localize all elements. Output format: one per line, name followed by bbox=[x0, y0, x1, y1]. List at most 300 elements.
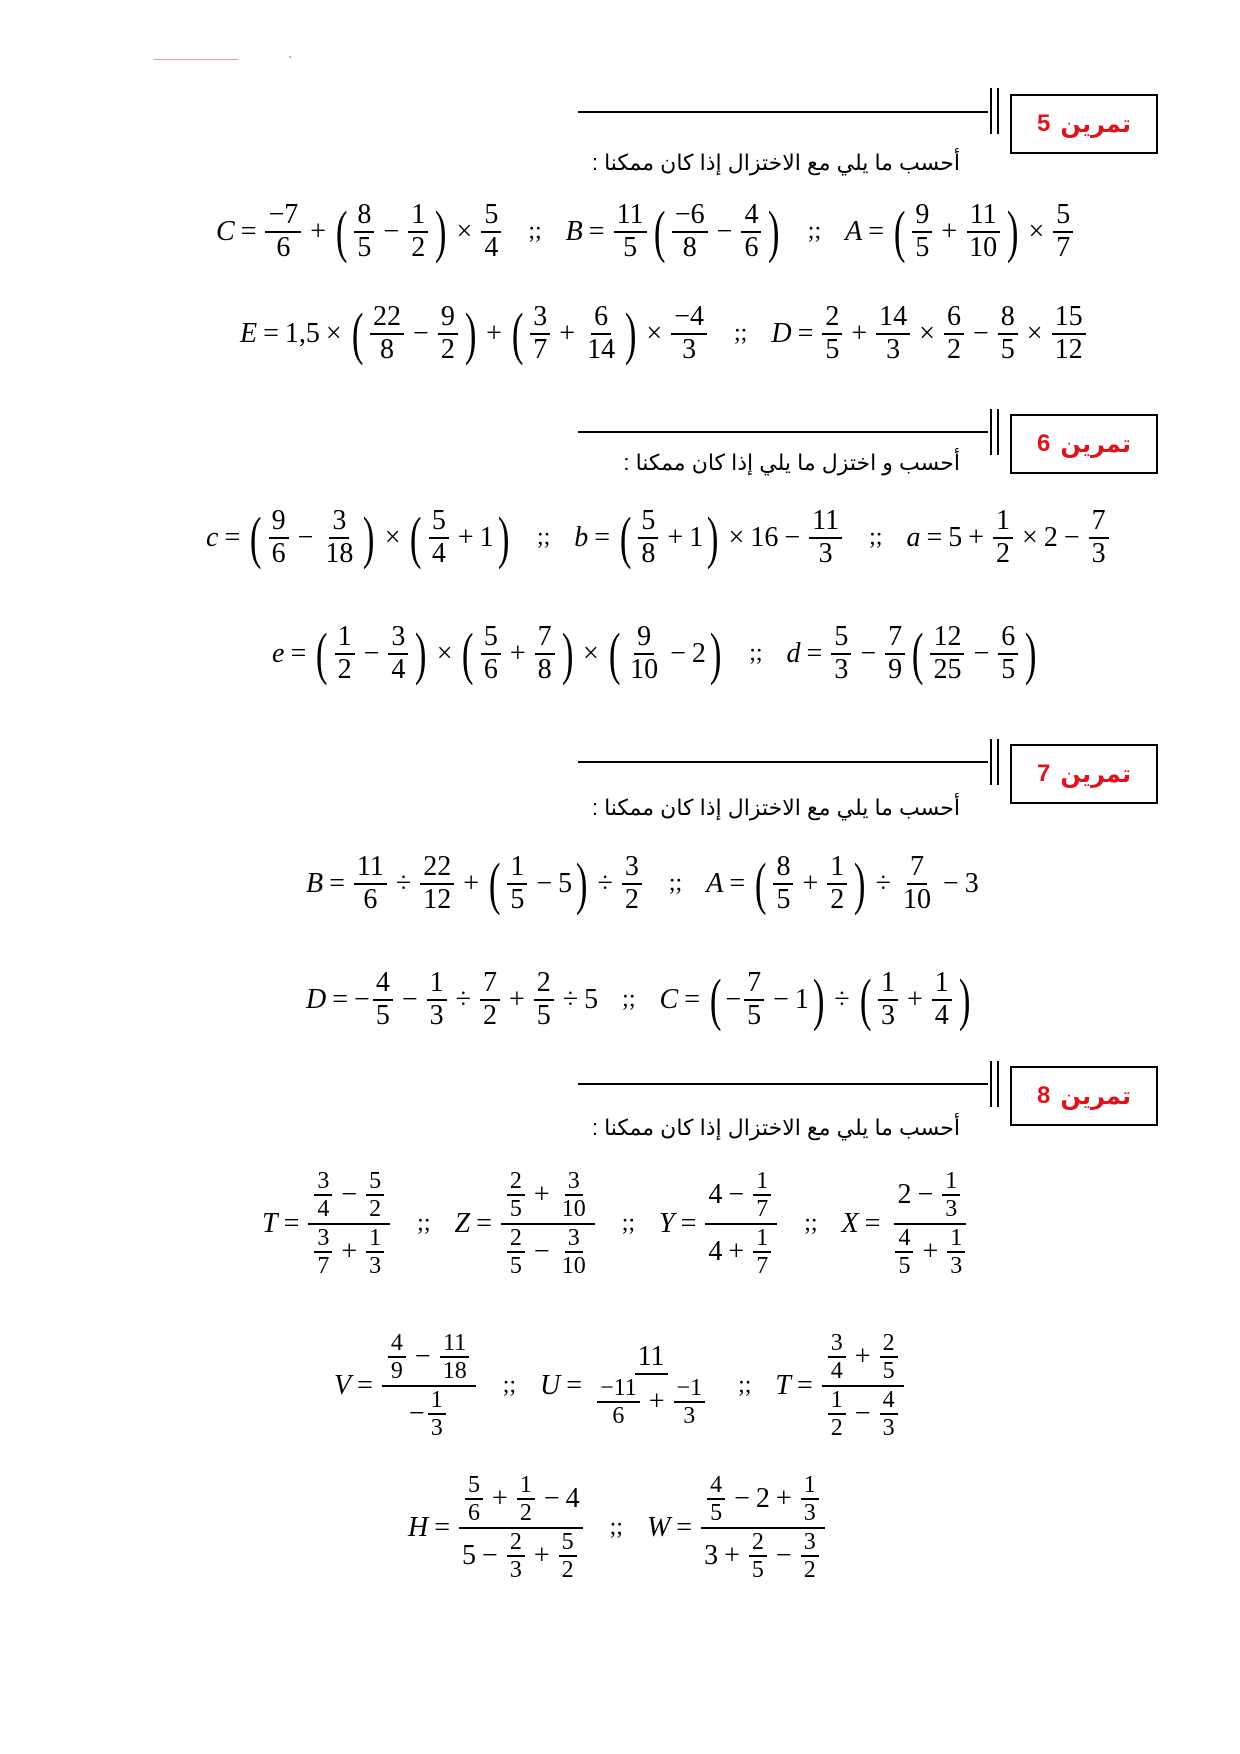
denominator: 3 bbox=[882, 1415, 895, 1442]
operator: × bbox=[582, 637, 599, 669]
exercise-number: 7 bbox=[1037, 760, 1051, 787]
fraction bbox=[932, 968, 952, 1032]
denominator: 14 bbox=[587, 333, 616, 365]
numerator: −11 bbox=[597, 1375, 640, 1403]
fraction bbox=[801, 1472, 819, 1527]
numerator: 1 bbox=[507, 852, 527, 885]
operator: − bbox=[773, 983, 789, 1015]
operator: = bbox=[357, 1369, 373, 1401]
variable: E bbox=[240, 317, 258, 349]
denominator: 8 bbox=[537, 653, 552, 685]
denominator: 6 bbox=[276, 231, 291, 263]
header-rule bbox=[578, 761, 988, 763]
operator: × bbox=[646, 317, 663, 349]
fraction bbox=[831, 622, 851, 686]
numerator: −6 bbox=[672, 200, 708, 233]
fraction bbox=[597, 1375, 640, 1430]
top-decoration bbox=[154, 59, 238, 60]
numerator: 1 bbox=[753, 1168, 771, 1196]
variable: W bbox=[646, 1511, 671, 1543]
denominator: 5 bbox=[623, 231, 638, 263]
denominator: 5 bbox=[1001, 653, 1016, 685]
denominator: 2 bbox=[483, 999, 497, 1031]
operator: − bbox=[543, 1482, 560, 1514]
operator: + bbox=[775, 1482, 792, 1514]
variable: c bbox=[206, 521, 219, 553]
operator: + bbox=[533, 1178, 550, 1210]
fraction bbox=[481, 200, 501, 264]
math-token: − bbox=[408, 1397, 425, 1429]
fraction bbox=[705, 1168, 777, 1280]
operator: + bbox=[533, 1539, 550, 1571]
separator: ;; bbox=[668, 870, 683, 897]
variable: A bbox=[845, 215, 863, 247]
fraction bbox=[744, 968, 764, 1032]
header-bar bbox=[997, 409, 999, 455]
separator: ;; bbox=[502, 1372, 517, 1399]
fraction bbox=[707, 1472, 725, 1527]
operator: − bbox=[363, 637, 380, 669]
numerator: 11 bbox=[354, 852, 387, 885]
parenthesis: ( bbox=[859, 966, 872, 1032]
parenthesis: ) bbox=[812, 966, 825, 1032]
header-bar bbox=[997, 739, 999, 785]
fraction bbox=[534, 968, 554, 1032]
numerator: 2 bbox=[507, 1225, 525, 1253]
operator: + bbox=[486, 317, 502, 349]
operator: + bbox=[341, 1235, 358, 1267]
operator: ÷ bbox=[834, 983, 850, 1015]
numerator: 5 bbox=[481, 622, 501, 655]
operator: = bbox=[283, 1207, 300, 1239]
operator: = bbox=[676, 1511, 693, 1543]
parenthesis: ) bbox=[415, 620, 427, 686]
numerator: 3 bbox=[565, 1168, 583, 1196]
numerator: 1 bbox=[828, 1387, 846, 1415]
denominator: 7 bbox=[756, 1196, 769, 1223]
fraction bbox=[773, 852, 793, 916]
fraction bbox=[388, 622, 408, 686]
math-token: 4 bbox=[708, 1178, 723, 1210]
denominator: 5 bbox=[509, 1253, 522, 1280]
denominator: 6 bbox=[363, 883, 378, 915]
separator: ;; bbox=[609, 1514, 623, 1541]
operator: − bbox=[728, 1178, 745, 1210]
denominator: 5 bbox=[882, 1358, 895, 1385]
operator: − bbox=[383, 215, 400, 247]
numerator: 9 bbox=[269, 506, 289, 539]
operator: + bbox=[906, 983, 923, 1015]
separator: ;; bbox=[749, 640, 763, 667]
numerator: 3 bbox=[388, 622, 408, 655]
operator: − bbox=[716, 215, 733, 247]
operator: ÷ bbox=[597, 867, 613, 899]
expression-row bbox=[240, 302, 1089, 366]
variable: Y bbox=[659, 1207, 675, 1239]
operator: + bbox=[724, 1539, 740, 1571]
fraction bbox=[559, 1168, 589, 1223]
numerator: 14 bbox=[876, 302, 910, 335]
numerator: 2 bbox=[749, 1529, 767, 1557]
numerator: −4 bbox=[671, 302, 707, 335]
operator: − bbox=[917, 1178, 934, 1210]
operator: − bbox=[533, 1235, 550, 1267]
denominator: 10 bbox=[561, 1196, 586, 1223]
operator: + bbox=[851, 317, 868, 349]
operator: + bbox=[854, 1340, 871, 1372]
numerator: 8 bbox=[998, 302, 1018, 335]
operator: ÷ bbox=[562, 983, 579, 1015]
fraction bbox=[828, 1330, 846, 1385]
denominator: 3 bbox=[950, 1253, 963, 1280]
numerator: 1 bbox=[517, 1472, 535, 1500]
header-bar bbox=[990, 409, 992, 455]
fraction bbox=[674, 1375, 706, 1430]
parenthesis: ( bbox=[351, 300, 364, 366]
fraction bbox=[428, 1387, 446, 1442]
denominator: 9 bbox=[390, 1358, 403, 1385]
denominator: 5 bbox=[747, 999, 762, 1031]
fraction bbox=[517, 1472, 535, 1527]
numerator: 8 bbox=[773, 852, 793, 885]
parenthesis: ( bbox=[754, 850, 767, 916]
separator: ;; bbox=[528, 218, 542, 245]
numerator: 5 bbox=[1053, 200, 1073, 233]
operator: − bbox=[734, 1482, 750, 1514]
operator: = bbox=[566, 1369, 583, 1401]
expression-row bbox=[408, 1472, 828, 1584]
fraction bbox=[269, 506, 289, 570]
numerator: 4 bbox=[388, 1330, 406, 1358]
numerator: 11 bbox=[635, 1342, 668, 1375]
operator: − bbox=[784, 521, 801, 553]
parenthesis: ( bbox=[893, 198, 906, 264]
fraction bbox=[672, 200, 708, 264]
math-token: − bbox=[354, 983, 370, 1015]
operator: = bbox=[240, 215, 257, 247]
variable: D bbox=[771, 317, 792, 349]
fraction bbox=[749, 1529, 767, 1584]
denominator: 3 bbox=[945, 1196, 958, 1223]
denominator: 5 bbox=[915, 231, 930, 263]
parenthesis: ) bbox=[958, 966, 971, 1032]
fraction bbox=[993, 506, 1013, 570]
numerator: 1 bbox=[408, 200, 428, 233]
denominator: 3 bbox=[429, 999, 444, 1031]
operator: − bbox=[401, 983, 418, 1015]
numerator: 7 bbox=[480, 968, 500, 1001]
fraction bbox=[627, 622, 661, 686]
operator: + bbox=[559, 317, 576, 349]
denominator: 3 bbox=[682, 333, 697, 365]
denominator: 3 bbox=[803, 1500, 816, 1527]
denominator: 10 bbox=[630, 653, 659, 685]
denominator: 5 bbox=[710, 1500, 723, 1527]
numerator: 5 bbox=[429, 506, 449, 539]
operator: = bbox=[263, 317, 279, 349]
denominator: 5 bbox=[375, 999, 390, 1031]
expression-row bbox=[306, 852, 979, 916]
denominator: 4 bbox=[391, 653, 406, 685]
denominator: 6 bbox=[744, 231, 759, 263]
denominator: 10 bbox=[902, 883, 931, 915]
denominator: 5 bbox=[536, 999, 551, 1031]
variable: B bbox=[565, 215, 583, 247]
parenthesis: ( bbox=[619, 504, 632, 570]
denominator: 3 bbox=[880, 999, 895, 1031]
variable: T bbox=[775, 1369, 791, 1401]
numerator: 1 bbox=[878, 968, 898, 1001]
exercise-word: تمرين bbox=[1060, 110, 1131, 138]
numerator: 2 bbox=[822, 302, 842, 335]
fraction bbox=[388, 1330, 406, 1385]
expression-row bbox=[206, 506, 1112, 570]
operator: = bbox=[797, 1369, 813, 1401]
operator: − bbox=[341, 1178, 358, 1210]
header-bar bbox=[997, 1061, 999, 1107]
operator: − bbox=[973, 637, 990, 669]
numerator: 1 bbox=[942, 1168, 960, 1196]
fraction bbox=[947, 1225, 965, 1280]
separator: ;; bbox=[807, 218, 822, 245]
fraction bbox=[638, 506, 658, 570]
variable: b bbox=[574, 521, 589, 553]
fraction bbox=[501, 1168, 595, 1280]
header-rule bbox=[578, 1083, 988, 1085]
numerator: 4 bbox=[707, 1472, 725, 1500]
fraction bbox=[429, 506, 449, 570]
variable: V bbox=[334, 1369, 352, 1401]
operator: = bbox=[868, 215, 885, 247]
fraction bbox=[1089, 506, 1109, 570]
denominator: 3 bbox=[683, 1403, 696, 1430]
denominator: 3 bbox=[1091, 537, 1106, 569]
operator: + bbox=[922, 1235, 939, 1267]
numerator: −7 bbox=[265, 200, 301, 233]
denominator: 3 bbox=[886, 333, 901, 365]
parenthesis: ) bbox=[497, 504, 510, 570]
operator: × bbox=[728, 521, 745, 553]
numerator: 3 bbox=[329, 506, 349, 539]
denominator: 5 bbox=[825, 333, 840, 365]
fraction bbox=[530, 302, 550, 366]
denominator: 3 bbox=[369, 1253, 382, 1280]
math-token: 3 bbox=[964, 867, 979, 899]
variable: d bbox=[786, 637, 801, 669]
operator: ÷ bbox=[395, 867, 412, 899]
fraction bbox=[427, 968, 447, 1032]
math-token: 4 bbox=[708, 1235, 723, 1267]
numerator: 3 bbox=[622, 852, 642, 885]
numerator: 2 bbox=[507, 1529, 525, 1557]
expression-row bbox=[216, 200, 1076, 264]
fraction bbox=[876, 302, 910, 366]
fraction bbox=[930, 622, 964, 686]
fraction bbox=[420, 852, 454, 916]
denominator: 2 bbox=[369, 1196, 382, 1223]
denominator: 6 bbox=[612, 1403, 625, 1430]
numerator: 11 bbox=[614, 200, 647, 233]
math-token: 2 bbox=[1043, 521, 1058, 553]
operator: = bbox=[926, 521, 943, 553]
numerator: 15 bbox=[1052, 302, 1086, 335]
fraction bbox=[370, 302, 404, 366]
parenthesis: ) bbox=[363, 504, 375, 570]
parenthesis: ( bbox=[462, 620, 474, 686]
operator: × bbox=[919, 317, 935, 349]
parenthesis: ) bbox=[707, 504, 719, 570]
fraction bbox=[912, 200, 932, 264]
exercise-instruction: أحسب ما يلي مع الاختزال إذا كان ممكنا : bbox=[591, 150, 960, 175]
variable: U bbox=[540, 1369, 561, 1401]
fraction bbox=[998, 622, 1018, 686]
fraction bbox=[314, 1168, 332, 1223]
numerator: 1 bbox=[801, 1472, 819, 1500]
numerator: 9 bbox=[438, 302, 458, 335]
operator: + bbox=[667, 521, 684, 553]
exercise-instruction: أحسب ما يلي مع الاختزال إذا كان ممكنا : bbox=[591, 1115, 960, 1140]
numerator: 12 bbox=[930, 622, 964, 655]
numerator: 22 bbox=[420, 852, 454, 885]
operator: − bbox=[413, 317, 429, 349]
exercise-instruction: أحسب و اختزل ما يلي إذا كان ممكنا : bbox=[623, 450, 960, 475]
parenthesis: ( bbox=[653, 198, 666, 264]
parenthesis: ) bbox=[1007, 198, 1019, 264]
math-token: 2 bbox=[691, 637, 706, 669]
parenthesis: ( bbox=[709, 966, 722, 1032]
fraction bbox=[440, 1330, 470, 1385]
fraction bbox=[408, 200, 428, 264]
fraction bbox=[1052, 302, 1086, 366]
parenthesis: ) bbox=[576, 850, 588, 916]
fraction bbox=[438, 302, 458, 366]
fraction bbox=[335, 622, 355, 686]
fraction bbox=[966, 200, 1000, 264]
denominator: 2 bbox=[624, 883, 639, 915]
denominator: 3 bbox=[509, 1557, 522, 1584]
header-rule bbox=[578, 111, 988, 113]
operator: + bbox=[802, 867, 819, 899]
separator: ;; bbox=[536, 524, 551, 551]
fraction bbox=[354, 200, 374, 264]
variable: A bbox=[706, 867, 724, 899]
denominator: 2 bbox=[519, 1500, 532, 1527]
denominator: 3 bbox=[834, 653, 849, 685]
operator: ÷ bbox=[875, 867, 891, 899]
fraction bbox=[559, 1529, 577, 1584]
variable: a bbox=[906, 521, 921, 553]
header-bar bbox=[990, 1061, 992, 1107]
denominator: 5 bbox=[357, 231, 372, 263]
fraction bbox=[885, 622, 905, 686]
denominator: 5 bbox=[776, 883, 791, 915]
parenthesis: ) bbox=[464, 300, 477, 366]
denominator: 2 bbox=[803, 1557, 816, 1584]
operator: − bbox=[482, 1539, 498, 1571]
fraction bbox=[459, 1472, 583, 1584]
numerator: 2 bbox=[507, 1168, 525, 1196]
operator: + bbox=[968, 521, 985, 553]
fraction bbox=[480, 968, 500, 1032]
operator: + bbox=[728, 1235, 745, 1267]
fraction bbox=[465, 1472, 483, 1527]
operator: = bbox=[797, 317, 814, 349]
separator: ;; bbox=[869, 524, 883, 551]
operator: + bbox=[509, 983, 525, 1015]
numerator: 1 bbox=[335, 622, 355, 655]
fraction bbox=[889, 1168, 971, 1280]
parenthesis: ) bbox=[624, 300, 637, 366]
operator: = bbox=[434, 1511, 451, 1543]
parenthesis: ) bbox=[561, 620, 574, 686]
variable: B bbox=[306, 867, 324, 899]
fraction bbox=[900, 852, 934, 916]
math-token: 2 bbox=[897, 1178, 912, 1210]
numerator: 1 bbox=[932, 968, 952, 1001]
operator: = bbox=[290, 637, 307, 669]
denominator: 4 bbox=[830, 1358, 843, 1385]
operator: = bbox=[684, 983, 700, 1015]
fraction bbox=[507, 1225, 525, 1280]
numerator: 3 bbox=[565, 1225, 583, 1253]
parenthesis: ) bbox=[1025, 620, 1037, 686]
fraction bbox=[507, 852, 527, 916]
denominator: 5 bbox=[1000, 333, 1015, 365]
numerator: 11 bbox=[967, 200, 1000, 233]
variable: T bbox=[262, 1207, 278, 1239]
parenthesis: ) bbox=[854, 850, 866, 916]
numerator: 1 bbox=[753, 1225, 771, 1253]
separator: ;; bbox=[621, 1210, 636, 1237]
numerator: 7 bbox=[885, 622, 905, 655]
exercise-word: تمرين bbox=[1060, 1082, 1131, 1110]
denominator: 7 bbox=[317, 1253, 330, 1280]
numerator: 5 bbox=[831, 622, 851, 655]
fraction bbox=[382, 1330, 476, 1442]
denominator: 8 bbox=[641, 537, 656, 569]
fraction bbox=[507, 1168, 525, 1223]
numerator: 7 bbox=[907, 852, 927, 885]
operator: = bbox=[680, 1207, 697, 1239]
operator: = bbox=[864, 1207, 881, 1239]
fraction bbox=[878, 968, 898, 1032]
complex-fraction bbox=[308, 1168, 390, 1280]
operator: ÷ bbox=[455, 983, 471, 1015]
fraction bbox=[822, 1330, 904, 1442]
operator: − bbox=[972, 317, 989, 349]
denominator: 2 bbox=[996, 537, 1011, 569]
denominator: 3 bbox=[430, 1415, 443, 1442]
numerator: 11 bbox=[809, 506, 842, 539]
denominator: 2 bbox=[440, 333, 455, 365]
denominator: 7 bbox=[533, 333, 548, 365]
operator: + bbox=[457, 521, 474, 553]
operator: + bbox=[492, 1482, 508, 1514]
denominator: 5 bbox=[509, 1196, 522, 1223]
exercise-title-box bbox=[1010, 414, 1158, 474]
denominator: 12 bbox=[1054, 333, 1083, 365]
denominator: 9 bbox=[888, 653, 903, 685]
operator: × bbox=[384, 521, 401, 553]
fraction bbox=[753, 1225, 771, 1280]
top-decoration-dot bbox=[289, 56, 291, 58]
denominator: 10 bbox=[561, 1253, 586, 1280]
numerator: 6 bbox=[944, 302, 964, 335]
fraction bbox=[591, 1342, 711, 1430]
numerator: 22 bbox=[370, 302, 404, 335]
operator: − bbox=[414, 1340, 431, 1372]
numerator: 3 bbox=[828, 1330, 846, 1358]
